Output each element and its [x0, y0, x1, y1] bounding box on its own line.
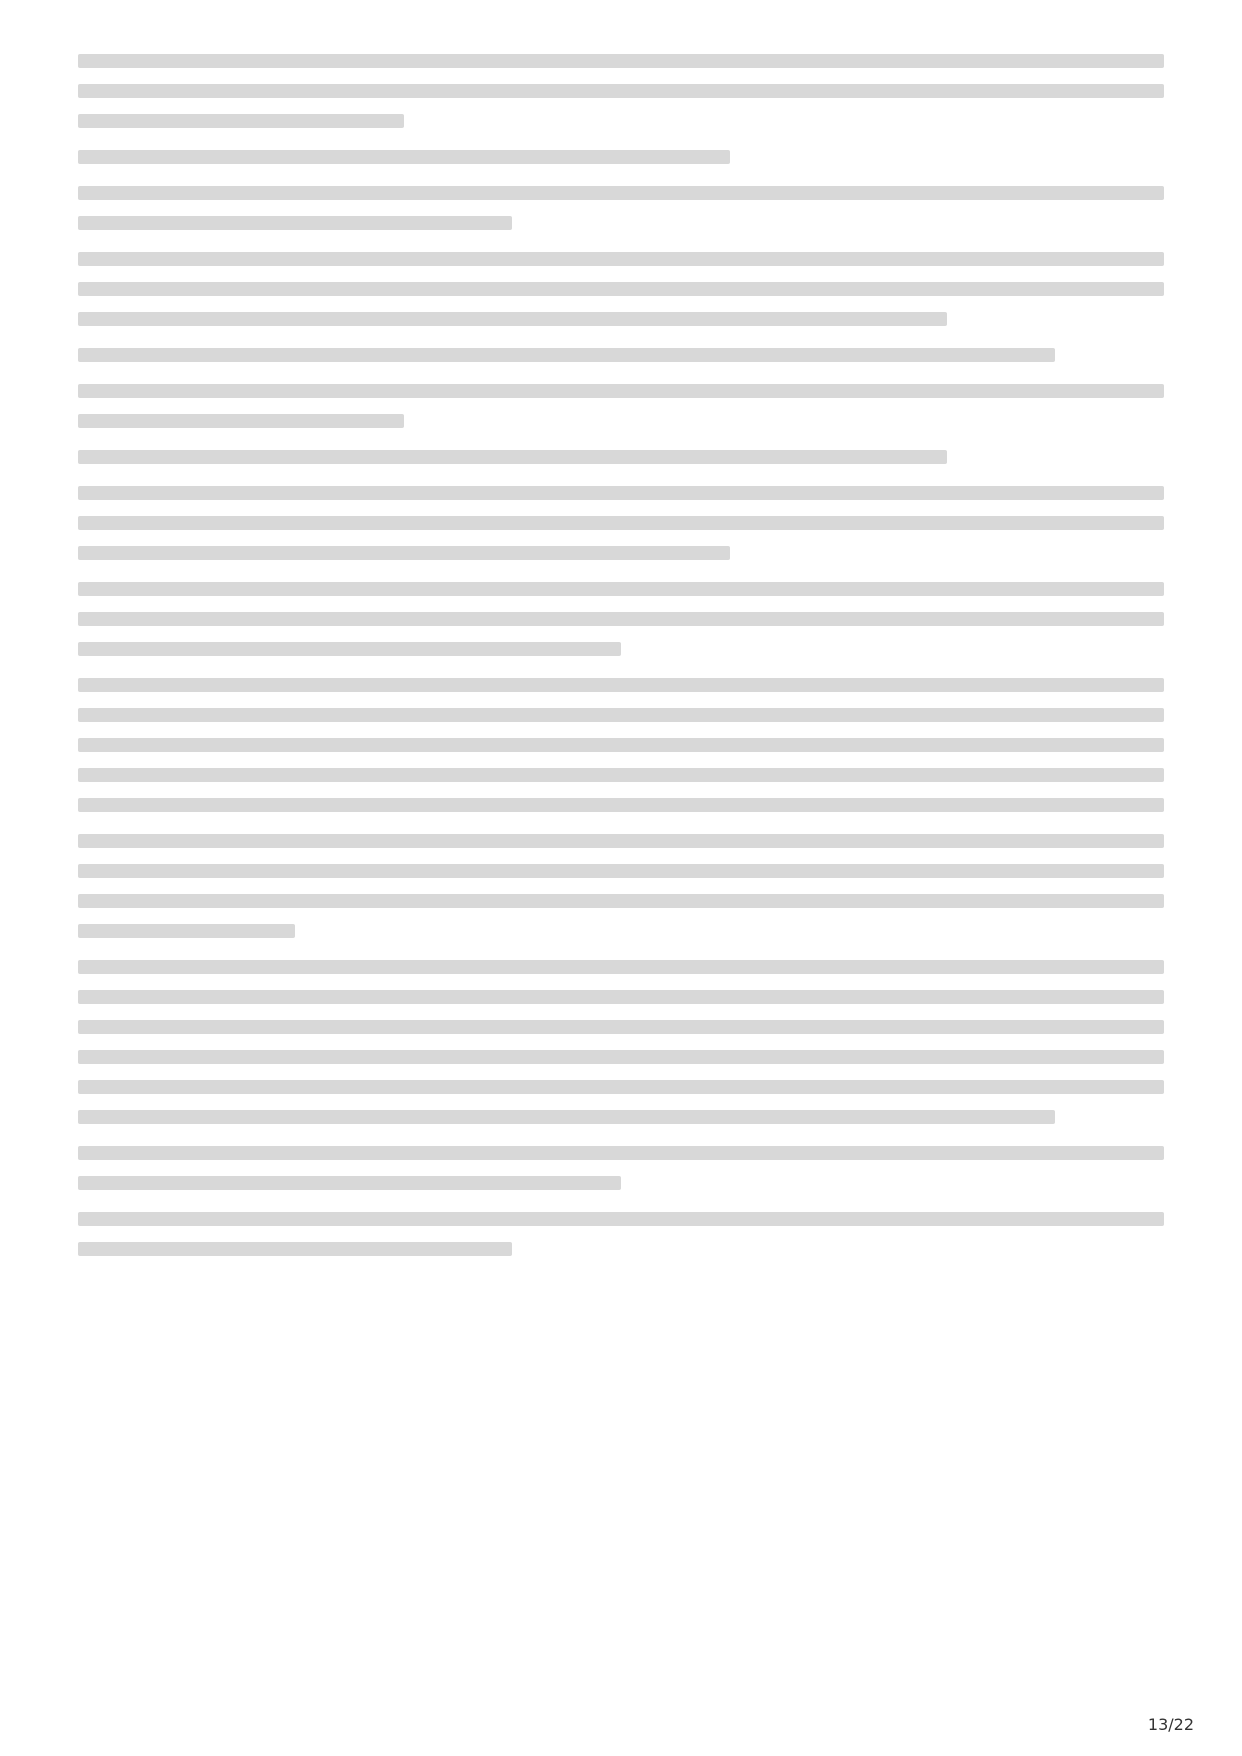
text-line-placeholder: [78, 1242, 512, 1256]
text-line-placeholder: [78, 414, 404, 428]
text-line-placeholder: [78, 612, 1164, 626]
text-line-placeholder: [78, 546, 730, 560]
text-line-placeholder: [78, 450, 947, 464]
text-line-placeholder: [78, 1050, 1164, 1064]
paragraph-5: [78, 348, 1164, 362]
paragraph-9: [78, 582, 1164, 656]
text-line-placeholder: [78, 516, 1164, 530]
text-line-placeholder: [78, 1020, 1164, 1034]
paragraph-8: [78, 486, 1164, 560]
text-line-placeholder: [78, 990, 1164, 1004]
text-line-placeholder: [78, 582, 1164, 596]
text-line-placeholder: [78, 384, 1164, 398]
paragraph-4: [78, 252, 1164, 326]
text-line-placeholder: [78, 1212, 1164, 1226]
document-page: [78, 54, 1164, 1694]
text-line-placeholder: [78, 84, 1164, 98]
paragraph-13: [78, 1146, 1164, 1190]
text-line-placeholder: [78, 486, 1164, 500]
page-number: 13/22: [1147, 1715, 1194, 1734]
text-line-placeholder: [78, 114, 404, 128]
paragraph-14: [78, 1212, 1164, 1256]
paragraph-1: [78, 54, 1164, 128]
text-line-placeholder: [78, 924, 295, 938]
text-line-placeholder: [78, 1176, 621, 1190]
text-line-placeholder: [78, 642, 621, 656]
text-line-placeholder: [78, 738, 1164, 752]
text-line-placeholder: [78, 186, 1164, 200]
text-line-placeholder: [78, 1110, 1055, 1124]
text-line-placeholder: [78, 54, 1164, 68]
text-line-placeholder: [78, 216, 512, 230]
text-line-placeholder: [78, 960, 1164, 974]
text-line-placeholder: [78, 252, 1164, 266]
text-line-placeholder: [78, 1080, 1164, 1094]
text-line-placeholder: [78, 864, 1164, 878]
text-line-placeholder: [78, 150, 730, 164]
text-line-placeholder: [78, 798, 1164, 812]
text-line-placeholder: [78, 312, 947, 326]
paragraph-3: [78, 186, 1164, 230]
text-line-placeholder: [78, 708, 1164, 722]
text-line-placeholder: [78, 1146, 1164, 1160]
paragraph-11: [78, 834, 1164, 938]
text-line-placeholder: [78, 678, 1164, 692]
paragraph-6: [78, 384, 1164, 428]
paragraph-10: [78, 678, 1164, 812]
paragraph-7: [78, 450, 1164, 464]
paragraph-2: [78, 150, 1164, 164]
text-line-placeholder: [78, 834, 1164, 848]
text-line-placeholder: [78, 348, 1055, 362]
text-line-placeholder: [78, 768, 1164, 782]
text-line-placeholder: [78, 282, 1164, 296]
text-line-placeholder: [78, 894, 1164, 908]
paragraph-12: [78, 960, 1164, 1124]
